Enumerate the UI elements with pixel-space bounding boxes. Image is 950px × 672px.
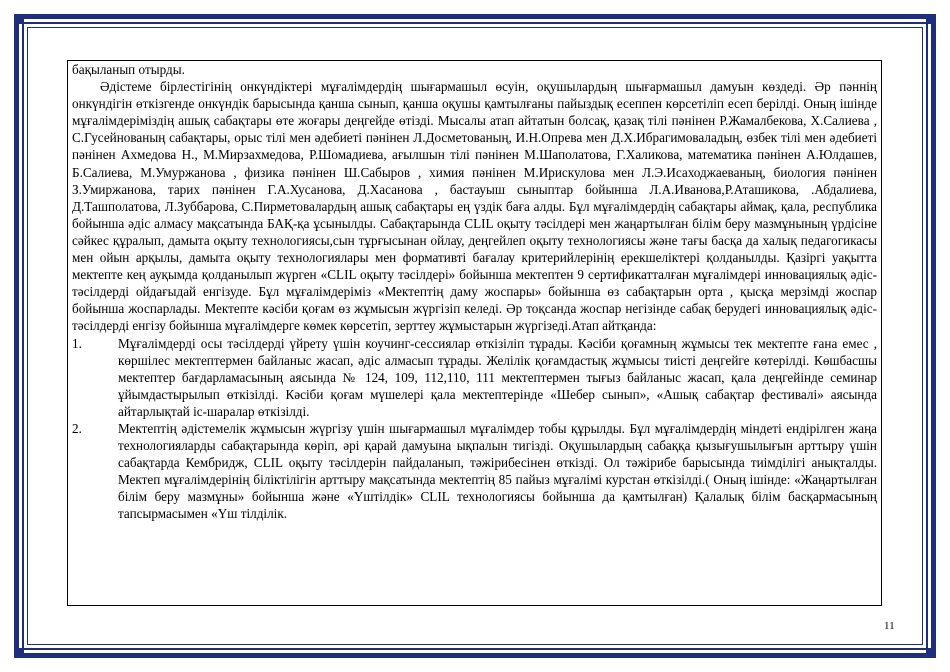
page-number: 11 xyxy=(884,620,895,632)
list-item-text: Мектептің әдістемелік жұмысын жүргізу үшін шығармашыл мұғалімдер тобы құрылды. Бұл мұғалімдердің міндеті ендірілген жаңа технологияларды сабақтарында көріп, әрі қарай дамуына ықпалын тигізді. Оқушылардың сабаққа қызығушылығын арттыру үшін сабақтарда Кембридж, CLIL оқыту тәсілдерін пайдаланып, тәжірибесінен өткізді. Ол тәжірибе барысында тиімділігі анықталды. Мектеп мұғалімдерінің біліктілігін арттыру мақсатында мектептің 85 пайыз мұғалімі курстан өткізілді.( Оның ішінде: «Жаңартылған білім беру мазмұны» бойынша және «Үштілдік» CLIL технологиясы бойынша да қамтылған) Қалалық білім басқармасының тапсырмасымен «Үш тілділік. xyxy=(118,420,877,522)
line-top: бақыланып отырды. xyxy=(72,62,185,77)
list-item xyxy=(72,335,877,420)
border-corner-bottom-left xyxy=(14,648,24,658)
list-item-number: 1. xyxy=(72,335,82,351)
document-text-box xyxy=(67,60,882,606)
border-corner-bottom-right xyxy=(926,648,936,658)
list-item-text: Мұғалімдерді осы тәсілдерді үйрету үшін коучинг-сессиялар өткізіліп тұрады. Кәсіби қоғамның жұмысы тек мектепте ғана емес , көршілес мектептермен байланыс жасап, әдіс алмасып тұрады. Желілік қоғамдастық жұмысы тиісті деңгейге көтерілді. Көшбасшы мектептер бағдарламасының аясында № 124, 109, 112,110, 111 мектептермен тығыз байланыс жасап, қала деңгейінде семинар ұйымдастырылып өткізілді. Кәсіби қоғам мүшелері қала мектептерінде «Шебер сынып», «Ашық сабақтар фестивалі» аясында айтарлықтай іс-шаралар өткізілді. xyxy=(118,335,877,419)
paragraph-1: Әдістеме бірлестігінің онкүндіктері мұғалімдердің шығармашыл өсуін, оқушылардың шығармашыл дамуын көздеді. Әр пәннің онкүндігін өткізгенде онкүндік барысында қанша сынып, қанша оқушы қамтылғаны пайыздық есеппен көрсетіліп есеп берілді. Оның ішінде мұғалімдеріміздің ашық сабақтары өте жоғары деңгейде өтізді. Мысалы атап айтатын болсақ, қазақ тілі пәнінен Р.Жамалбекова, Х.Салиева , С.Гусейнованың сабақтары, орыс тілі мен әдебиеті пәнінен Л.Досметованың, И.Н.Опрева мен Д.Х.Ибрагимоваладың, өзбек тілі мен әдебиеті пәнінен Ахмедова Н., М.Мирзахмедова, Р.Шомадиева, ағылшын тілі пәнінен М.Шаполатова, Г.Халикова, математика пәнінен А.Юлдашев, Б.Салиева, М.Умуржанова , физика пәнінен Ш.Сабыров , химия пәнінен М.Ирискулова мен Л.Э.Исаходжаеваның, биология пәнінен З.Умиржанова, тарих пәнінен Г.А.Хусанова, Д.Хасанова , бастауыш сыныптар бойынша Л.А.Иванова,Р.Аташикова, .Абдалиева, Д.Ташполатова, Л.Зуббарова, С.Пирметовалардың ашық сабақтары ең үздік баға алды. Бұл мұғалімдердің сабақтары аймақ, қала, республика бойынша әдіс алмасу мақсатында БАҚ-қа ұсынылды. Сабақтарында CLIL оқыту тәсілдері мен жаңартылған білім беру мазмұнының үрдісіне сәйкес құралып, дамыта оқыту технологиясы,сын тұрғысынан ойлау, деңгейлеп оқыту технологиясы және тағы басқа да халық педагогикасы мен ойын арқылы, дамыта оқыту технологиялары мен формативті бағалау критерийлерінің ерекшеліктері қолданылды. Қазіргі уақытта мектепте кең ауқымда қолданылып жүрген «CLIL оқыту тәсілдері» бойынша мектептен 9 сертификатталған мұғалімдері инновациялық әдіс-тәсілдерді ойдағыдай енгізуде. Бұл мұғалімдеріміз «Мектептің даму жоспары» бойынша өз сабақтарын орта , қысқа мерзімді жоспар бойынша жоспарлады. Мектепте кәсіби қоғам өз жұмысын жүргізіп келеді. Әр тоқсанда жоспар негізінде сабақ берудегі инновациялық әдіс-тәсілдерді енгізу бойынша мұғалімдерге көмек көрсетіп, зерттеу жұмыстарын жүргізеді.Атап айтқанда: xyxy=(72,79,877,334)
border-corner-top-right xyxy=(926,14,936,24)
border-corner-top-left xyxy=(14,14,24,24)
list-item-number: 2. xyxy=(72,420,82,436)
list-item xyxy=(72,420,877,523)
